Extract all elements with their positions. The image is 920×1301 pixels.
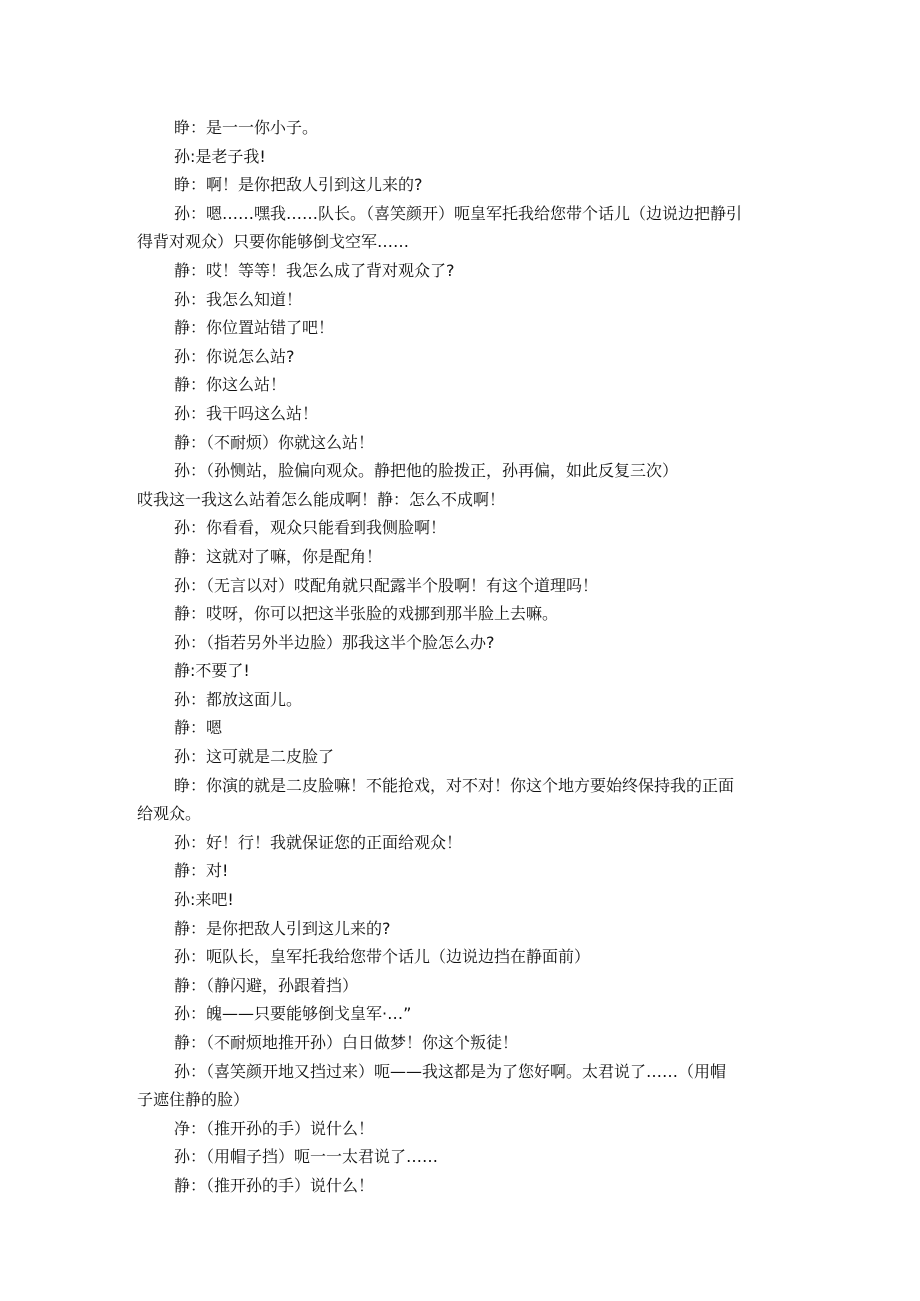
dialogue-line: 静：（推开孙的手）说什么！ <box>174 1175 375 1195</box>
dialogue-line: 孙：（喜笑颜开地又挡过来）呃——我这都是为了您好啊。太君说了……（用帽 <box>174 1061 727 1081</box>
dialogue-line: 孙：我干吗这么站！ <box>174 403 319 423</box>
dialogue-line: 孙：（指若另外半边脸）那我这半个脸怎么办? <box>174 632 495 652</box>
dialogue-line: 孙：你说怎么站? <box>174 346 295 366</box>
dialogue-line-continuation: 哎我这一我这么站着怎么能成啊！静：怎么不成啊！ <box>137 489 506 509</box>
dialogue-line: 静：嗯 <box>174 718 223 738</box>
dialogue-line: 孙:来吧! <box>174 890 234 910</box>
dialogue-line: 睁：是一一你小子。 <box>174 118 319 137</box>
dialogue-line: 静：（不耐烦地推开孙）白日做梦！你这个叛徒！ <box>174 1033 519 1052</box>
dialogue-line: 静：你位置站错了吧！ <box>174 318 335 338</box>
dialogue-line: 净：（推开孙的手）说什么！ <box>174 1118 375 1138</box>
dialogue-line: 孙：（孙恻站，脸偏向观众。静把他的脸拨正，孙再偏，如此反复三次） <box>174 461 679 481</box>
dialogue-line: 孙:是老子我! <box>174 146 266 166</box>
dialogue-line: 静：哎！等等！我怎么成了背对观众了? <box>174 260 455 280</box>
dialogue-line: 孙：魄——只要能够倒戈皇军·…” <box>174 1004 412 1024</box>
dialogue-line: 静：哎呀，你可以把这半张脸的戏挪到那半脸上去嘛。 <box>174 604 559 624</box>
dialogue-line-continuation: 子遮住静的脸） <box>137 1090 250 1110</box>
dialogue-line-continuation: 得背对观众）只要你能够倒戈空军…… <box>137 232 410 252</box>
dialogue-line: 孙：呃队长，皇军托我给您带个话儿（边说边挡在静面前） <box>174 947 591 967</box>
dialogue-line: 孙：我怎么知道！ <box>174 289 303 309</box>
dialogue-line: 静：这就对了嘛，你是配角！ <box>174 546 383 566</box>
dialogue-line: 孙：嗯……嘿我……队长。（喜笑颜开）呃皇军托我给您带个话儿（边说边把静引 <box>174 203 743 223</box>
dialogue-line: 孙：（无言以对）哎配角就只配露半个股啊！有这个道理吗！ <box>174 575 599 595</box>
dialogue-line: 孙：都放这面儿。 <box>174 689 303 709</box>
dialogue-line: 孙：好！行！我就保证您的正面给观众！ <box>174 832 463 852</box>
dialogue-line: 孙：这可就是二皮脸了 <box>174 747 335 767</box>
dialogue-line-continuation: 给观众。 <box>137 804 202 824</box>
dialogue-line: 静：（静闪避，孙跟着挡） <box>174 975 359 995</box>
dialogue-line: 睁：你演的就是二皮脸嘛！不能抢戏，对不对！你这个地方要始终保持我的正面 <box>174 775 735 795</box>
dialogue-line: 静：你这么站！ <box>174 375 287 395</box>
dialogue-line: 静：对! <box>174 861 229 881</box>
dialogue-line: 睁：啊！是你把敌人引到这儿来的? <box>174 175 423 195</box>
dialogue-line: 孙：你看看，观众只能看到我侧脸啊！ <box>174 518 447 538</box>
dialogue-line: 孙：（用帽子挡）呃一一太君说了…… <box>174 1147 439 1167</box>
dialogue-line: 静：是你把敌人引到这儿来的? <box>174 918 391 938</box>
dialogue-line: 静:不要了! <box>174 661 250 681</box>
script-text-block <box>137 114 777 1201</box>
dialogue-line: 静：（不耐烦）你就这么站！ <box>174 432 375 452</box>
